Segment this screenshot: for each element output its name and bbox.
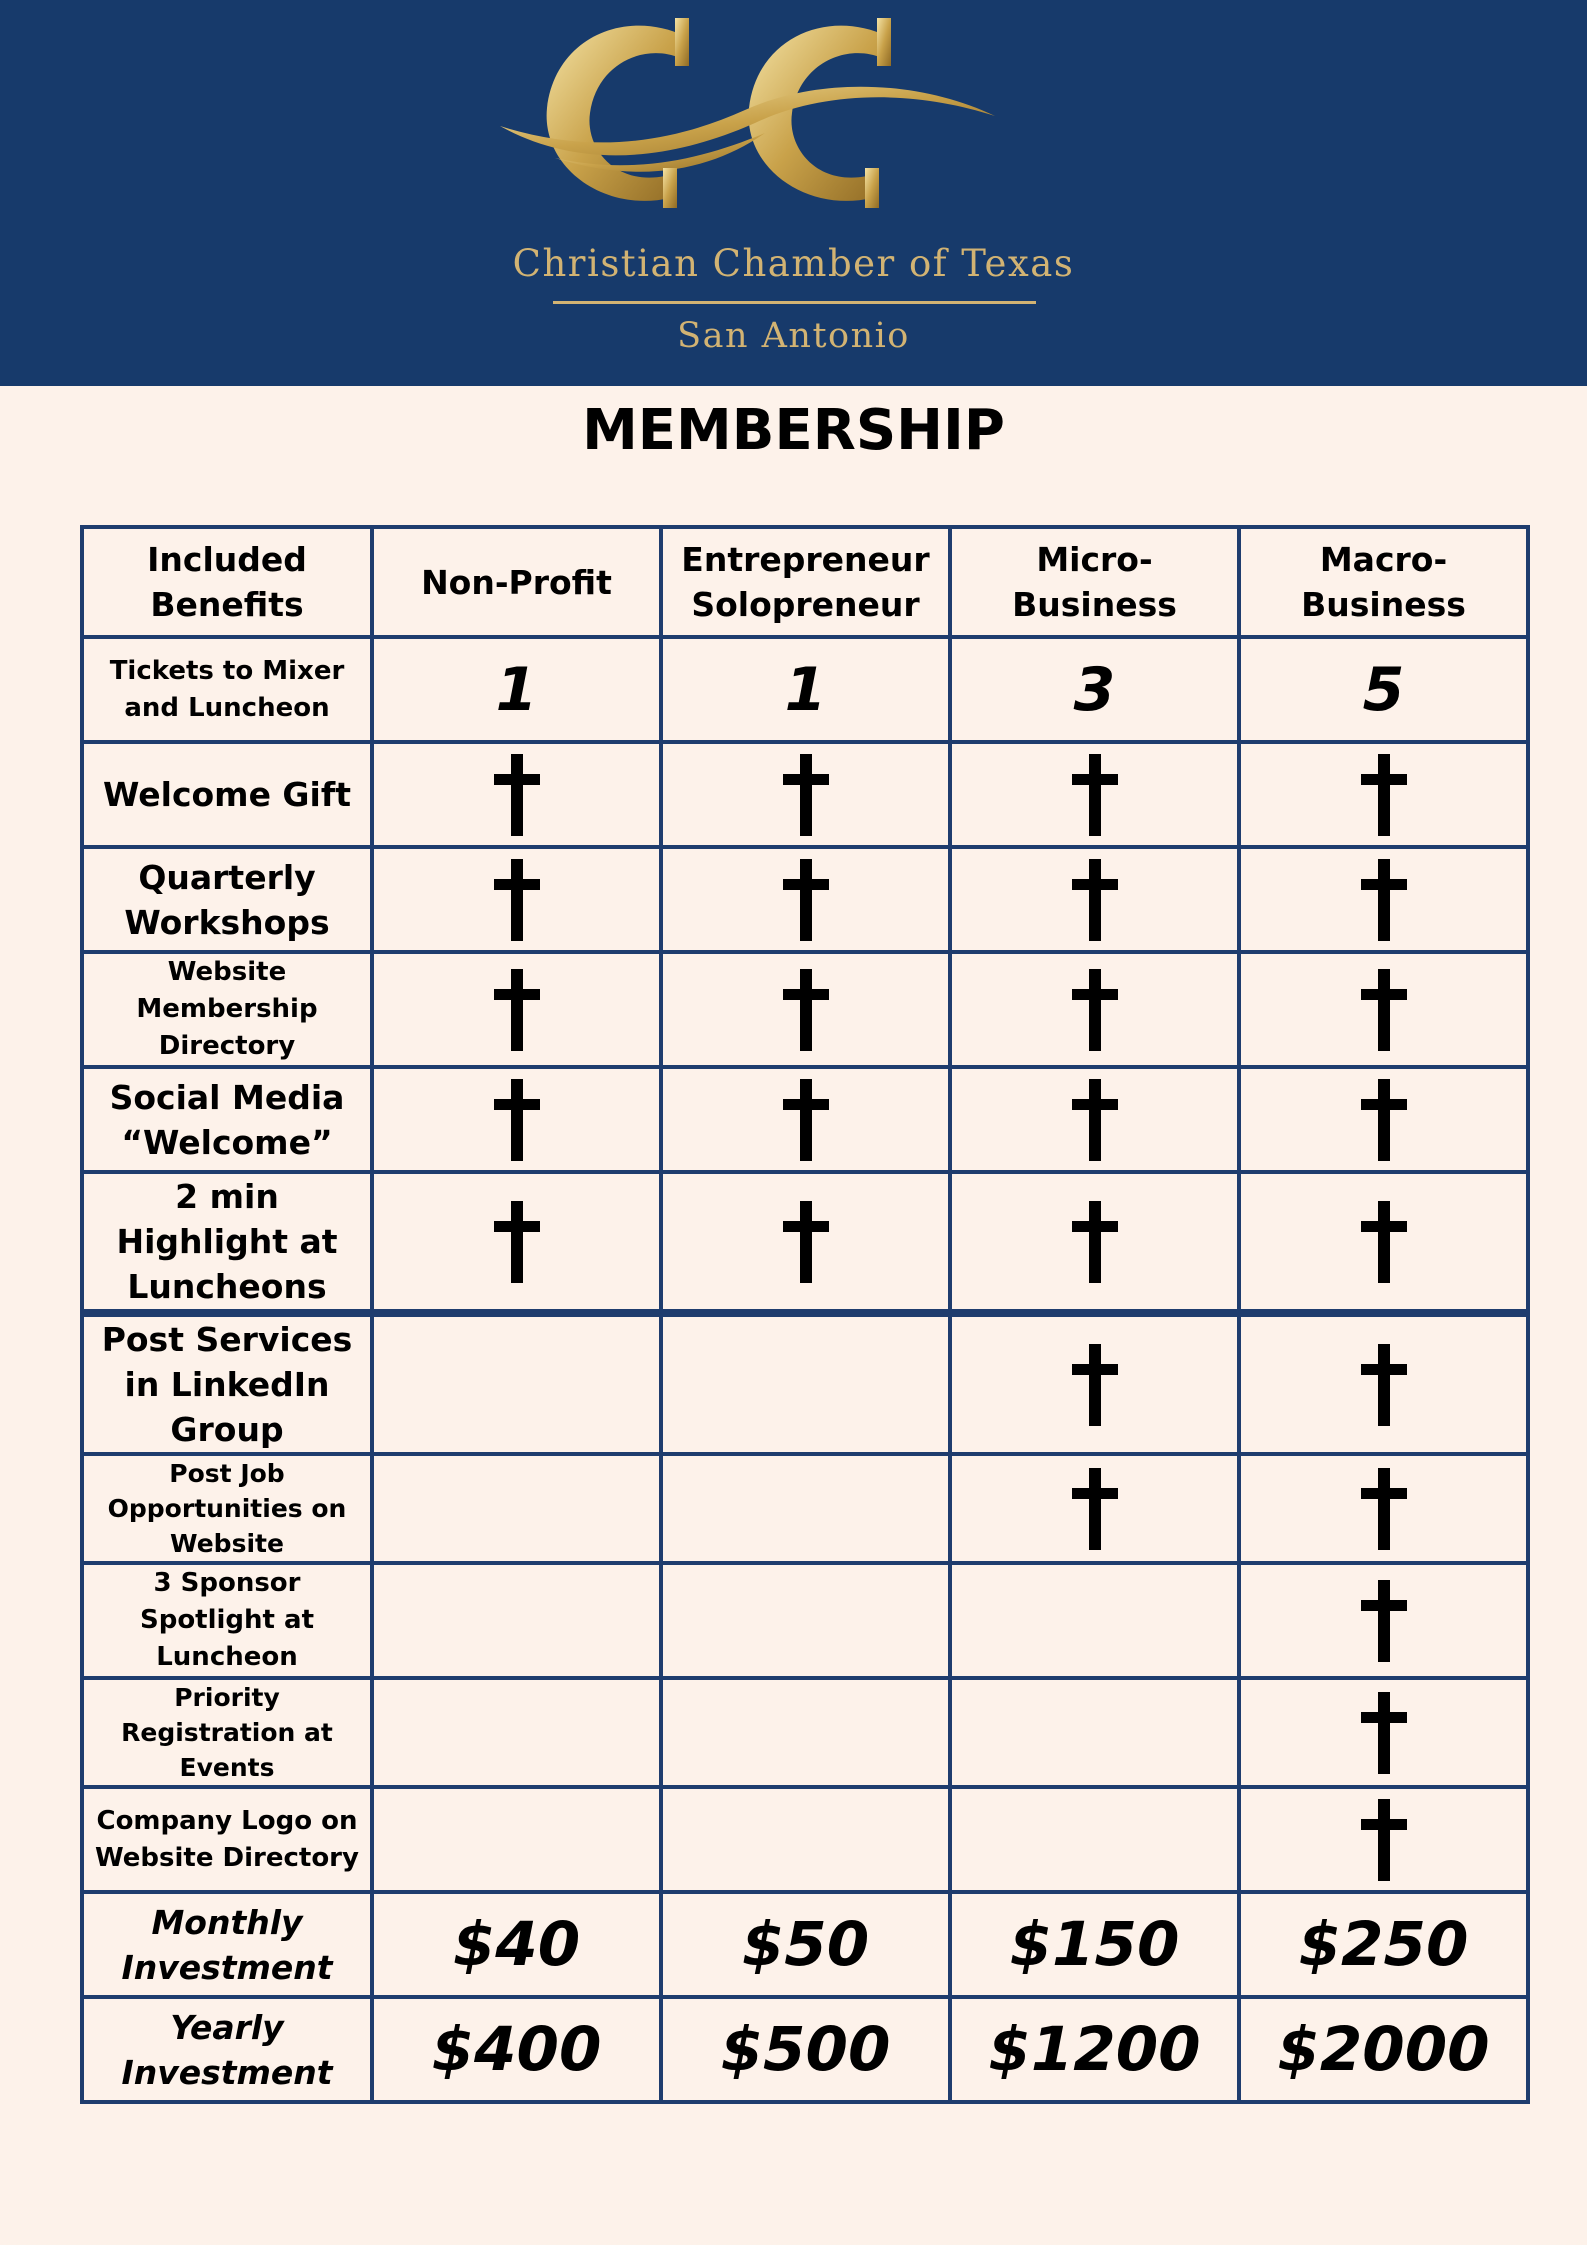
header-banner xyxy=(0,0,1587,386)
column-header: Included Benefits xyxy=(82,527,372,637)
row-label: 3 Sponsor Spotlight at Luncheon xyxy=(82,1563,372,1678)
benefit-cell xyxy=(1239,1454,1528,1563)
yearly-price: $1200 xyxy=(950,1997,1239,2102)
benefit-cell xyxy=(1239,952,1528,1067)
cross-icon xyxy=(1072,859,1118,941)
cross-icon xyxy=(1361,1799,1407,1881)
cross-icon xyxy=(783,754,829,836)
table-row xyxy=(82,742,1528,847)
benefit-cell xyxy=(372,1172,661,1313)
row-label: Post Job Opportunities on Website xyxy=(82,1454,372,1563)
benefit-cell xyxy=(661,742,950,847)
ticket-count: 1 xyxy=(661,637,950,742)
row-label: Quarterly Workshops xyxy=(82,847,372,952)
organization-city: San Antonio xyxy=(677,316,910,356)
benefit-cell xyxy=(950,1563,1239,1678)
cross-icon xyxy=(1361,969,1407,1051)
table-header-row xyxy=(82,527,1528,637)
row-label: Social Media “Welcome” xyxy=(82,1067,372,1172)
benefit-cell xyxy=(661,1563,950,1678)
cross-icon xyxy=(1072,1344,1118,1426)
row-label: 2 min Highlight at Luncheons xyxy=(82,1172,372,1313)
benefit-cell xyxy=(950,1067,1239,1172)
benefit-cell xyxy=(1239,1563,1528,1678)
monthly-price: $250 xyxy=(1239,1892,1528,1997)
row-label: Company Logo on Website Directory xyxy=(82,1787,372,1892)
benefit-cell xyxy=(1239,1067,1528,1172)
benefit-cell xyxy=(372,1313,661,1454)
cross-icon xyxy=(1072,1079,1118,1161)
benefit-cell xyxy=(1239,1313,1528,1454)
benefit-cell xyxy=(950,1787,1239,1892)
benefit-cell xyxy=(372,1678,661,1787)
cross-icon xyxy=(1361,1344,1407,1426)
table-row xyxy=(82,1678,1528,1787)
benefit-cell xyxy=(1239,1787,1528,1892)
cross-icon xyxy=(1361,1580,1407,1662)
benefit-cell xyxy=(372,1563,661,1678)
benefit-cell xyxy=(661,1454,950,1563)
cross-icon xyxy=(1072,1468,1118,1550)
cross-icon xyxy=(783,1079,829,1161)
table-row xyxy=(82,1563,1528,1678)
benefit-cell xyxy=(372,1067,661,1172)
benefit-cell xyxy=(661,1067,950,1172)
benefit-cell xyxy=(661,1313,950,1454)
ticket-count: 5 xyxy=(1239,637,1528,742)
benefit-cell xyxy=(950,1313,1239,1454)
table-row xyxy=(82,637,1528,742)
yearly-price: $400 xyxy=(372,1997,661,2102)
cross-icon xyxy=(783,859,829,941)
row-label: Yearly Investment xyxy=(82,1997,372,2102)
benefit-cell xyxy=(661,1787,950,1892)
benefit-cell xyxy=(372,1454,661,1563)
benefit-cell xyxy=(1239,742,1528,847)
row-label: Post Services in LinkedIn Group xyxy=(82,1313,372,1454)
benefit-cell xyxy=(950,1454,1239,1563)
table-row xyxy=(82,1067,1528,1172)
cross-icon xyxy=(494,1079,540,1161)
benefit-cell xyxy=(661,1678,950,1787)
table-row xyxy=(82,1313,1528,1454)
yearly-price: $500 xyxy=(661,1997,950,2102)
column-header: Non-Profit xyxy=(372,527,661,637)
monthly-price: $150 xyxy=(950,1892,1239,1997)
benefit-cell xyxy=(661,847,950,952)
cross-icon xyxy=(783,1201,829,1283)
cross-icon xyxy=(1072,969,1118,1051)
cross-icon xyxy=(494,859,540,941)
cross-icon xyxy=(1361,1692,1407,1774)
table-row xyxy=(82,1454,1528,1563)
divider xyxy=(553,301,1036,304)
benefit-cell xyxy=(372,952,661,1067)
table-row xyxy=(82,847,1528,952)
row-label: Priority Registration at Events xyxy=(82,1678,372,1787)
benefit-cell xyxy=(950,847,1239,952)
page-title: MEMBERSHIP xyxy=(582,398,1005,463)
cross-icon xyxy=(1361,1079,1407,1161)
cross-icon xyxy=(494,969,540,1051)
benefit-cell xyxy=(372,1787,661,1892)
column-header: Entrepreneur Solopreneur xyxy=(661,527,950,637)
benefit-cell xyxy=(1239,847,1528,952)
table-row xyxy=(82,1172,1528,1313)
benefit-cell xyxy=(950,742,1239,847)
ticket-count: 1 xyxy=(372,637,661,742)
table-row xyxy=(82,952,1528,1067)
column-header: Micro-Business xyxy=(950,527,1239,637)
benefit-cell xyxy=(1239,1172,1528,1313)
benefit-cell xyxy=(372,742,661,847)
benefit-cell xyxy=(950,1678,1239,1787)
monthly-price: $50 xyxy=(661,1892,950,1997)
cross-icon xyxy=(1361,1201,1407,1283)
cross-icon xyxy=(1072,754,1118,836)
monthly-price: $40 xyxy=(372,1892,661,1997)
membership-table xyxy=(80,525,1530,2104)
table-row xyxy=(82,1787,1528,1892)
row-label: Welcome Gift xyxy=(82,742,372,847)
cross-icon xyxy=(783,969,829,1051)
benefit-cell xyxy=(1239,1678,1528,1787)
organization-name: Christian Chamber of Texas xyxy=(512,242,1075,285)
benefit-cell xyxy=(661,1172,950,1313)
benefit-cell xyxy=(950,1172,1239,1313)
benefit-cell xyxy=(950,952,1239,1067)
benefit-cell xyxy=(661,952,950,1067)
row-label: Monthly Investment xyxy=(82,1892,372,1997)
column-header: Macro-Business xyxy=(1239,527,1528,637)
yearly-price: $2000 xyxy=(1239,1997,1528,2102)
cc-swoosh-logo-icon xyxy=(495,18,1005,223)
cross-icon xyxy=(494,754,540,836)
cross-icon xyxy=(1361,1468,1407,1550)
benefit-cell xyxy=(372,847,661,952)
ticket-count: 3 xyxy=(950,637,1239,742)
row-label: Website Membership Directory xyxy=(82,952,372,1067)
table-row xyxy=(82,1892,1528,1997)
row-label: Tickets to Mixer and Luncheon xyxy=(82,637,372,742)
table-row xyxy=(82,1997,1528,2102)
cross-icon xyxy=(1361,754,1407,836)
cross-icon xyxy=(494,1201,540,1283)
cross-icon xyxy=(1072,1201,1118,1283)
cross-icon xyxy=(1361,859,1407,941)
